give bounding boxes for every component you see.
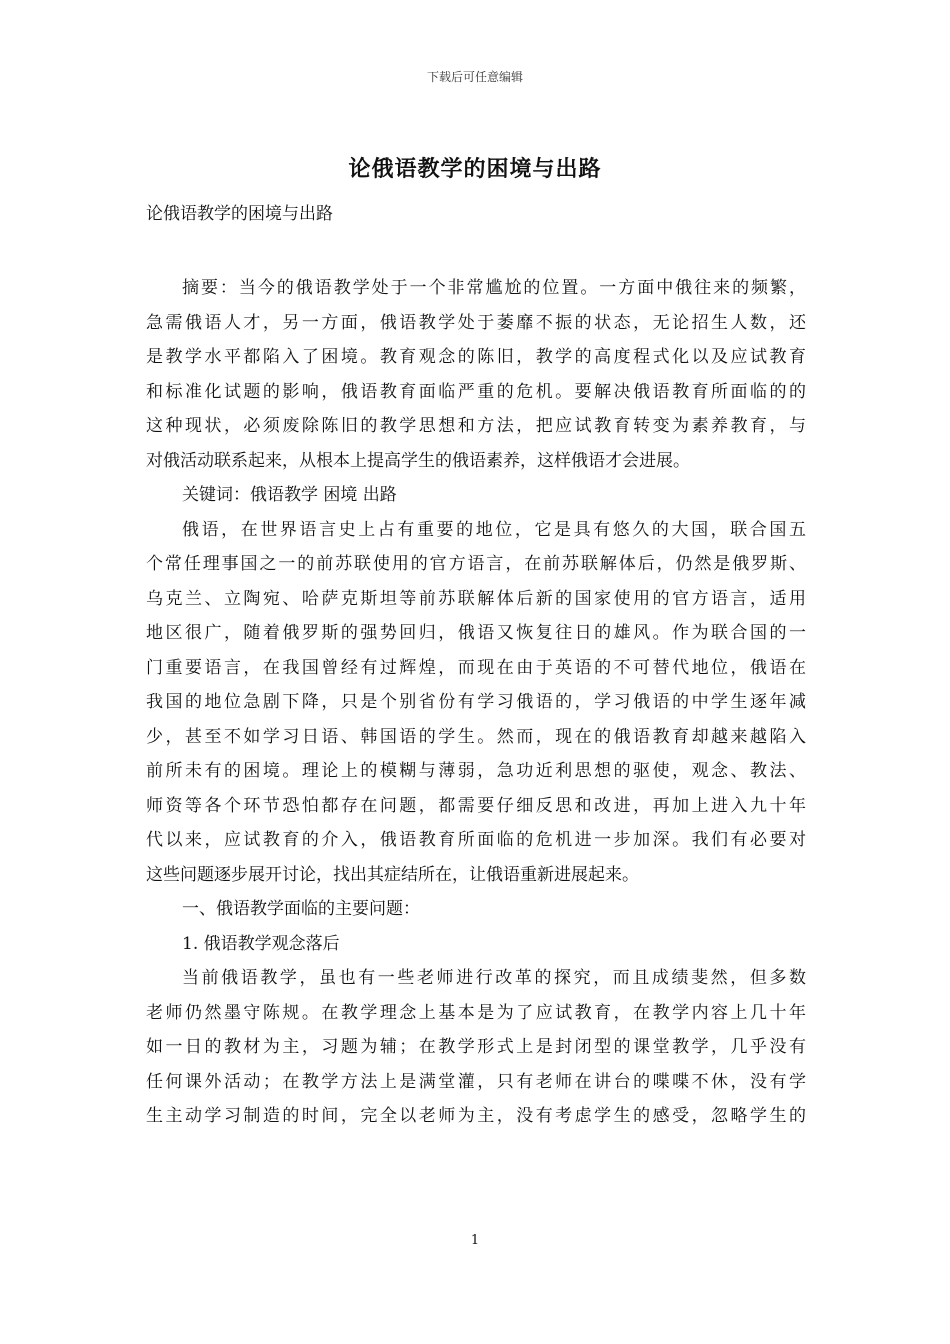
text-line: 当前俄语教学，虽也有一些老师进行改革的探究，而且成绩斐然，但多数: [182, 968, 806, 988]
text-line: 急需俄语人才，另一方面，俄语教学处于萎靡不振的状态，无论招生人数，还: [146, 312, 806, 333]
text-line: 是教学水平都陷入了困境。教育观念的陈旧，教学的高度程式化以及应试教育: [146, 347, 806, 367]
document-body: [146, 271, 806, 1134]
document-subtitle: 论俄语教学的困境与出路: [146, 204, 333, 224]
text-line: 少，甚至不如学习日语、韩国语的学生。然而，现在的俄语教育却越来越陷入: [146, 726, 806, 747]
text-line: 这些问题逐步展开讨论，找出其症结所在，让俄语重新进展起来。: [146, 864, 639, 885]
text-line: 任何课外活动；在教学方法上是满堂灌，只有老师在讲台的喋喋不休，没有学: [146, 1071, 806, 1092]
text-line: 如一日的教材为主，习题为辅；在教学形式上是封闭型的课堂教学，几乎没有: [146, 1037, 806, 1057]
text-line: 我国的地位急剧下降，只是个别省份有学习俄语的，学习俄语的中学生逐年减: [146, 692, 806, 712]
text-line: 1. 俄语教学观念落后: [182, 933, 340, 954]
text-line: 一、俄语教学面临的主要问题：: [182, 899, 420, 919]
text-line: 个常任理事国之一的前苏联使用的官方语言，在前苏联解体后，仍然是俄罗斯、: [146, 554, 806, 574]
page-number: 1: [470, 1233, 480, 1248]
text-line: 老师仍然墨守陈规。在教学理念上基本是为了应试教育，在教学内容上几十年: [146, 1002, 806, 1023]
text-line: 门重要语言，在我国曾经有过辉煌，而现在由于英语的不可替代地位，俄语在: [146, 657, 806, 678]
text-line: 和标准化试题的影响，俄语教育面临严重的危机。要解决俄语教育所面临的的: [146, 381, 806, 402]
page-header-note: 下载后可任意编辑: [426, 70, 523, 84]
text-line: 师资等各个环节恐怕都存在问题，都需要仔细反思和改进，再加上进入九十年: [146, 795, 806, 816]
document-title: 论俄语教学的困境与出路: [348, 157, 602, 182]
text-line: 乌克兰、立陶宛、哈萨克斯坦等前苏联解体后新的国家使用的官方语言，适用: [146, 588, 806, 609]
text-line: 摘要：当今的俄语教学处于一个非常尴尬的位置。一方面中俄往来的频繁，: [182, 278, 806, 298]
text-line: 前所未有的困境。理论上的模糊与薄弱，急功近利思想的驱使，观念、教法、: [146, 761, 806, 781]
text-line: 地区很广，随着俄罗斯的强势回归，俄语又恢复往日的雄风。作为联合国的一: [146, 623, 806, 643]
text-line: 这种现状，必须废除陈旧的教学思想和方法，把应试教育转变为素养教育，与: [146, 416, 806, 436]
text-line: 俄语，在世界语言史上占有重要的地位，它是具有悠久的大国，联合国五: [182, 519, 806, 540]
text-line: 对俄活动联系起来，从根本上提高学生的俄语素养，这样俄语才会进展。: [146, 450, 690, 471]
text-line: 生主动学习制造的时间，完全以老师为主，没有考虑学生的感受，忽略学生的: [146, 1106, 806, 1126]
text-line: 关键词：俄语教学 困境 出路: [182, 485, 397, 505]
text-line: 代以来，应试教育的介入，俄语教育所面临的危机进一步加深。我们有必要对: [146, 830, 806, 850]
